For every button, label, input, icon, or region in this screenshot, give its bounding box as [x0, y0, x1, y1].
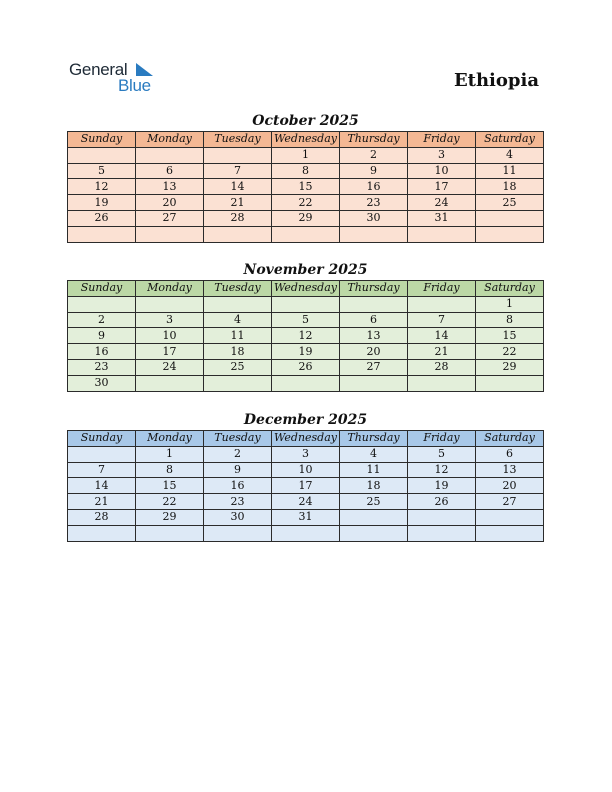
day-cell: 27	[340, 359, 408, 375]
day-cell: 26	[272, 359, 340, 375]
day-cell: 8	[272, 163, 340, 179]
day-cell: 14	[408, 328, 476, 344]
week-row	[68, 494, 544, 510]
day-cell	[68, 147, 136, 163]
weekday-label: Tuesday	[204, 431, 272, 447]
day-cell: 27	[476, 494, 544, 510]
day-cell: 14	[68, 478, 136, 494]
day-cell	[272, 375, 340, 391]
weekday-label: Sunday	[68, 132, 136, 148]
day-cell: 19	[68, 195, 136, 211]
day-cell: 17	[136, 344, 204, 360]
day-cell: 13	[476, 462, 544, 478]
week-row	[68, 312, 544, 328]
day-cell: 31	[408, 210, 476, 226]
week-row	[68, 210, 544, 226]
day-cell: 12	[68, 179, 136, 195]
weekday-header-row	[68, 431, 544, 447]
week-row	[68, 226, 544, 242]
day-cell: 28	[204, 210, 272, 226]
day-cell	[340, 226, 408, 242]
weekday-label: Tuesday	[204, 281, 272, 297]
day-cell: 11	[340, 462, 408, 478]
day-cell	[340, 525, 408, 541]
week-row	[68, 344, 544, 360]
day-cell	[408, 296, 476, 312]
weekday-label: Wednesday	[272, 132, 340, 148]
logo-triangle-icon	[134, 63, 154, 77]
day-cell: 18	[340, 478, 408, 494]
day-cell	[204, 375, 272, 391]
weekday-label: Friday	[408, 281, 476, 297]
day-cell: 2	[68, 312, 136, 328]
day-cell: 6	[340, 312, 408, 328]
weekday-label: Saturday	[476, 132, 544, 148]
calendar-grid	[67, 280, 544, 392]
day-cell	[408, 226, 476, 242]
day-cell: 14	[204, 179, 272, 195]
week-row	[68, 296, 544, 312]
day-cell: 5	[272, 312, 340, 328]
week-row	[68, 375, 544, 391]
day-cell	[272, 525, 340, 541]
day-cell: 30	[68, 375, 136, 391]
day-cell: 2	[340, 147, 408, 163]
day-cell	[476, 525, 544, 541]
week-row	[68, 478, 544, 494]
day-cell: 18	[204, 344, 272, 360]
day-cell: 8	[136, 462, 204, 478]
day-cell: 23	[204, 494, 272, 510]
day-cell: 26	[68, 210, 136, 226]
day-cell: 21	[68, 494, 136, 510]
weekday-label: Monday	[136, 132, 204, 148]
day-cell: 28	[408, 359, 476, 375]
weekday-label: Saturday	[476, 281, 544, 297]
week-row	[68, 462, 544, 478]
week-row	[68, 359, 544, 375]
day-cell	[136, 375, 204, 391]
day-cell: 31	[272, 509, 340, 525]
day-cell: 5	[68, 163, 136, 179]
day-cell: 29	[272, 210, 340, 226]
day-cell	[340, 375, 408, 391]
day-cell: 16	[340, 179, 408, 195]
month-title: November 2025	[243, 262, 368, 278]
day-cell: 20	[340, 344, 408, 360]
day-cell	[136, 226, 204, 242]
day-cell	[476, 375, 544, 391]
day-cell: 30	[204, 509, 272, 525]
day-cell: 1	[272, 147, 340, 163]
day-cell: 22	[136, 494, 204, 510]
logo-text-general: General	[69, 60, 128, 79]
day-cell: 25	[340, 494, 408, 510]
day-cell: 21	[204, 195, 272, 211]
weekday-header-row	[68, 132, 544, 148]
week-row	[68, 446, 544, 462]
month-title: December 2025	[243, 412, 368, 428]
day-cell	[340, 509, 408, 525]
weekday-label: Sunday	[68, 431, 136, 447]
day-cell: 18	[476, 179, 544, 195]
day-cell	[136, 525, 204, 541]
day-cell: 22	[272, 195, 340, 211]
calendar-grid	[67, 430, 544, 542]
day-cell	[476, 226, 544, 242]
day-cell: 13	[136, 179, 204, 195]
weekday-label: Thursday	[340, 431, 408, 447]
weekday-label: Wednesday	[272, 281, 340, 297]
day-cell	[68, 446, 136, 462]
day-cell: 10	[272, 462, 340, 478]
week-row	[68, 328, 544, 344]
day-cell: 11	[204, 328, 272, 344]
day-cell	[204, 147, 272, 163]
day-cell	[408, 525, 476, 541]
month-december	[67, 410, 544, 542]
week-row	[68, 509, 544, 525]
day-cell	[68, 525, 136, 541]
weekday-label: Wednesday	[272, 431, 340, 447]
day-cell: 24	[272, 494, 340, 510]
day-cell: 3	[408, 147, 476, 163]
day-cell: 4	[340, 446, 408, 462]
day-cell: 17	[272, 478, 340, 494]
day-cell: 26	[408, 494, 476, 510]
day-cell: 22	[476, 344, 544, 360]
day-cell: 12	[408, 462, 476, 478]
month-november	[67, 260, 544, 392]
weekday-label: Sunday	[68, 281, 136, 297]
day-cell: 9	[68, 328, 136, 344]
day-cell: 29	[476, 359, 544, 375]
weekday-label: Monday	[136, 431, 204, 447]
day-cell: 19	[272, 344, 340, 360]
day-cell: 25	[476, 195, 544, 211]
day-cell: 28	[68, 509, 136, 525]
day-cell: 24	[408, 195, 476, 211]
country-title: Ethiopia	[453, 70, 539, 91]
calendar-grid	[67, 131, 544, 243]
day-cell: 1	[136, 446, 204, 462]
day-cell: 7	[204, 163, 272, 179]
day-cell	[136, 147, 204, 163]
day-cell	[204, 226, 272, 242]
day-cell: 20	[136, 195, 204, 211]
weekday-label: Friday	[408, 431, 476, 447]
week-row	[68, 525, 544, 541]
generalblue-logo	[69, 60, 169, 96]
day-cell: 20	[476, 478, 544, 494]
day-cell	[68, 296, 136, 312]
day-cell: 25	[204, 359, 272, 375]
week-row	[68, 163, 544, 179]
day-cell	[476, 509, 544, 525]
day-cell: 4	[476, 147, 544, 163]
day-cell: 17	[408, 179, 476, 195]
day-cell: 29	[136, 509, 204, 525]
weekday-label: Thursday	[340, 281, 408, 297]
day-cell	[340, 296, 408, 312]
day-cell	[204, 525, 272, 541]
day-cell: 10	[136, 328, 204, 344]
day-cell	[408, 509, 476, 525]
day-cell: 30	[340, 210, 408, 226]
day-cell: 21	[408, 344, 476, 360]
day-cell: 9	[340, 163, 408, 179]
weekday-label: Tuesday	[204, 132, 272, 148]
day-cell: 10	[408, 163, 476, 179]
day-cell: 15	[272, 179, 340, 195]
day-cell: 23	[68, 359, 136, 375]
day-cell: 19	[408, 478, 476, 494]
day-cell: 13	[340, 328, 408, 344]
day-cell	[136, 296, 204, 312]
logo-text-blue: Blue	[118, 76, 151, 95]
day-cell: 5	[408, 446, 476, 462]
day-cell: 3	[272, 446, 340, 462]
day-cell: 2	[204, 446, 272, 462]
day-cell: 16	[68, 344, 136, 360]
weekday-header-row	[68, 281, 544, 297]
day-cell: 7	[68, 462, 136, 478]
day-cell: 4	[204, 312, 272, 328]
day-cell: 24	[136, 359, 204, 375]
day-cell: 6	[136, 163, 204, 179]
day-cell: 27	[136, 210, 204, 226]
day-cell: 11	[476, 163, 544, 179]
weekday-label: Saturday	[476, 431, 544, 447]
weekday-label: Friday	[408, 132, 476, 148]
day-cell: 15	[136, 478, 204, 494]
weekday-label: Monday	[136, 281, 204, 297]
day-cell	[476, 210, 544, 226]
day-cell: 15	[476, 328, 544, 344]
day-cell	[272, 296, 340, 312]
day-cell	[68, 226, 136, 242]
day-cell: 8	[476, 312, 544, 328]
week-row	[68, 147, 544, 163]
month-title: October 2025	[252, 113, 359, 129]
month-october	[67, 111, 544, 243]
day-cell: 1	[476, 296, 544, 312]
week-row	[68, 195, 544, 211]
week-row	[68, 179, 544, 195]
day-cell: 7	[408, 312, 476, 328]
day-cell: 16	[204, 478, 272, 494]
day-cell: 9	[204, 462, 272, 478]
day-cell	[408, 375, 476, 391]
weekday-label: Thursday	[340, 132, 408, 148]
day-cell: 3	[136, 312, 204, 328]
day-cell	[272, 226, 340, 242]
day-cell: 6	[476, 446, 544, 462]
day-cell: 12	[272, 328, 340, 344]
day-cell	[204, 296, 272, 312]
day-cell: 23	[340, 195, 408, 211]
